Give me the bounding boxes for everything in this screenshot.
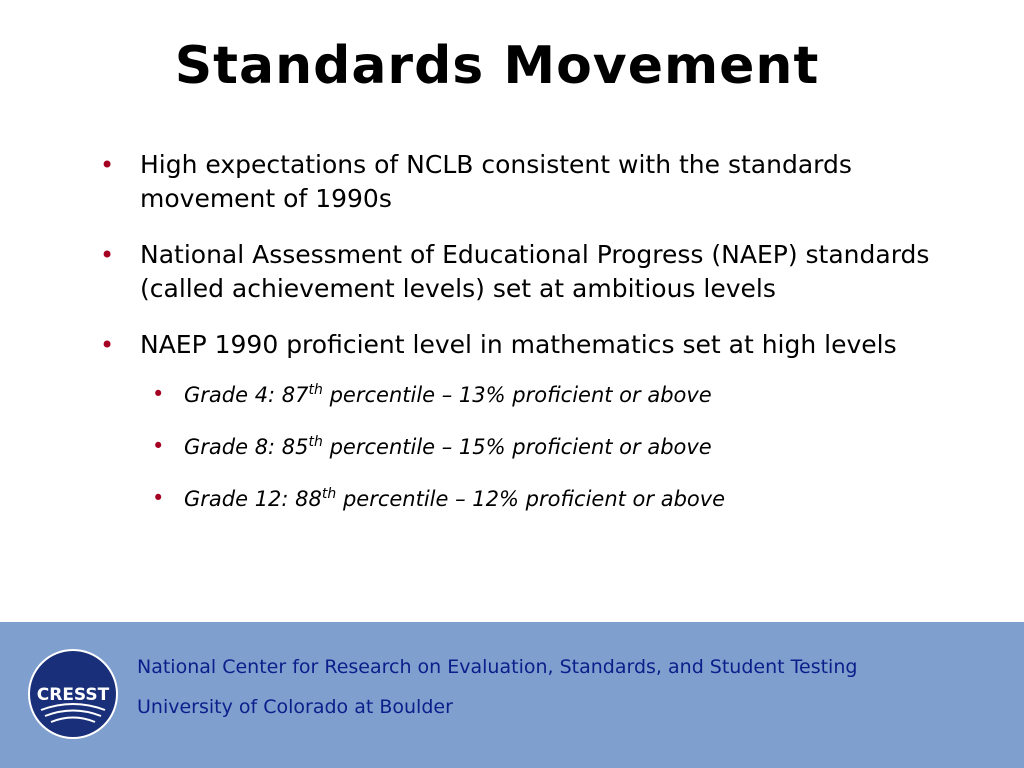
slide-title: Standards Movement: [174, 36, 820, 96]
sub-bullet-sup: th: [308, 434, 323, 450]
footer-band: [0, 622, 1024, 768]
sub-bullet-rest: percentile – 12% proficient or above: [336, 487, 726, 511]
sub-bullet-item: [100, 380, 980, 410]
bullet-text: National Assessment of Educational Progress (NAEP) standards (called achievement levels) set at ambitious levels: [140, 240, 930, 303]
bullet-list: [100, 148, 980, 536]
bullet-item: [100, 238, 980, 306]
bullet-text: High expectations of NCLB consistent with the standards movement of 1990s: [140, 150, 852, 213]
sub-bullet-icon: •: [152, 382, 165, 406]
sub-bullet-lead: Grade 12: 88: [184, 487, 322, 511]
bullet-text: NAEP 1990 proficient level in mathematics set at high levels: [140, 330, 897, 359]
sub-bullet-rest: percentile – 13% proficient or above: [322, 383, 712, 407]
footer-university: University of Colorado at Boulder: [137, 696, 453, 718]
cresst-logo: [27, 648, 119, 740]
bullet-item: [100, 148, 980, 216]
footer-org-name: National Center for Research on Evaluation, Standards, and Student Testing: [137, 656, 858, 678]
sub-bullet-lead: Grade 4: 87: [184, 383, 309, 407]
sub-bullet-sup: th: [321, 486, 337, 502]
cresst-logo-icon: [27, 648, 119, 740]
sub-bullet-icon: •: [152, 486, 165, 510]
sub-bullet-item: [100, 484, 980, 514]
bullet-icon: •: [100, 241, 115, 269]
bullet-item: [100, 328, 980, 362]
sub-bullet-rest: percentile – 15% proficient or above: [322, 435, 712, 459]
bullet-icon: •: [100, 331, 115, 359]
sub-bullet-sup: th: [308, 382, 323, 398]
logo-text: CRESST: [36, 685, 110, 705]
sub-bullet-icon: •: [152, 434, 165, 458]
bullet-icon: •: [100, 151, 115, 179]
sub-bullet-lead: Grade 8: 85: [184, 435, 309, 459]
sub-bullet-item: [100, 432, 980, 462]
